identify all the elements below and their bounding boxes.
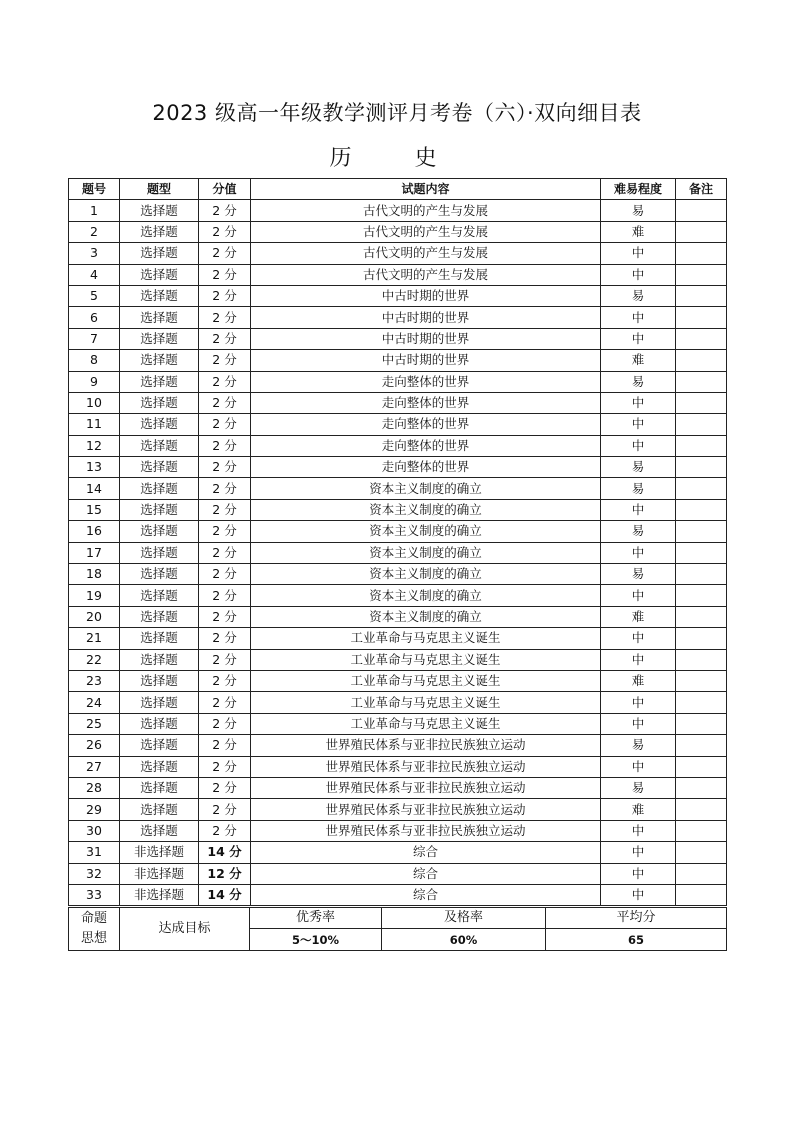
cell-difficulty: 中 — [601, 884, 676, 905]
cell-type: 选择题 — [120, 350, 199, 371]
cell-type: 选择题 — [120, 243, 199, 264]
cell-score: 2 分 — [199, 713, 251, 734]
cell-score: 14 分 — [199, 842, 251, 863]
cell-difficulty: 易 — [601, 285, 676, 306]
cell-difficulty: 中 — [601, 307, 676, 328]
table-row — [69, 842, 727, 863]
cell-score: 2 分 — [199, 499, 251, 520]
table-row — [69, 756, 727, 777]
cell-number: 17 — [69, 542, 120, 563]
cell-difficulty: 易 — [601, 371, 676, 392]
cell-number: 19 — [69, 585, 120, 606]
cell-difficulty: 中 — [601, 499, 676, 520]
cell-score: 2 分 — [199, 521, 251, 542]
table-row — [69, 777, 727, 798]
cell-content: 工业革命与马克思主义诞生 — [251, 670, 601, 691]
cell-score: 2 分 — [199, 371, 251, 392]
cell-number: 10 — [69, 392, 120, 413]
cell-note — [676, 606, 727, 627]
cell-difficulty: 中 — [601, 542, 676, 563]
cell-content: 中古时期的世界 — [251, 307, 601, 328]
cell-number: 32 — [69, 863, 120, 884]
cell-note — [676, 307, 727, 328]
cell-score: 2 分 — [199, 692, 251, 713]
header-content: 试题内容 — [251, 179, 601, 200]
cell-difficulty: 中 — [601, 435, 676, 456]
cell-type: 选择题 — [120, 478, 199, 499]
cell-content: 走向整体的世界 — [251, 414, 601, 435]
cell-number: 30 — [69, 820, 120, 841]
cell-type: 选择题 — [120, 307, 199, 328]
table-row — [69, 735, 727, 756]
cell-difficulty: 易 — [601, 521, 676, 542]
cell-number: 6 — [69, 307, 120, 328]
table-row — [69, 243, 727, 264]
cell-number: 2 — [69, 221, 120, 242]
pass-rate-label: 及格率 — [382, 908, 546, 929]
header-score: 分值 — [199, 179, 251, 200]
cell-content: 综合 — [251, 842, 601, 863]
cell-content: 走向整体的世界 — [251, 435, 601, 456]
cell-difficulty: 中 — [601, 649, 676, 670]
cell-score: 2 分 — [199, 606, 251, 627]
table-row — [69, 863, 727, 884]
cell-number: 33 — [69, 884, 120, 905]
cell-score: 2 分 — [199, 435, 251, 456]
cell-score: 2 分 — [199, 328, 251, 349]
table-row — [69, 264, 727, 285]
cell-number: 7 — [69, 328, 120, 349]
cell-difficulty: 易 — [601, 564, 676, 585]
table-row — [69, 414, 727, 435]
cell-content: 中古时期的世界 — [251, 328, 601, 349]
cell-note — [676, 457, 727, 478]
cell-number: 8 — [69, 350, 120, 371]
cell-content: 资本主义制度的确立 — [251, 521, 601, 542]
cell-difficulty: 易 — [601, 735, 676, 756]
cell-difficulty: 中 — [601, 243, 676, 264]
table-row — [69, 692, 727, 713]
cell-note — [676, 200, 727, 221]
cell-type: 选择题 — [120, 606, 199, 627]
cell-difficulty: 易 — [601, 777, 676, 798]
cell-number: 4 — [69, 264, 120, 285]
cell-note — [676, 478, 727, 499]
pass-rate-value: 60% — [382, 929, 546, 950]
cell-score: 2 分 — [199, 585, 251, 606]
table-row — [69, 200, 727, 221]
cell-type: 选择题 — [120, 435, 199, 456]
cell-content: 工业革命与马克思主义诞生 — [251, 692, 601, 713]
cell-score: 14 分 — [199, 884, 251, 905]
cell-content: 资本主义制度的确立 — [251, 585, 601, 606]
table-row — [69, 285, 727, 306]
table-row — [69, 350, 727, 371]
cell-number: 16 — [69, 521, 120, 542]
cell-difficulty: 难 — [601, 221, 676, 242]
cell-difficulty: 中 — [601, 628, 676, 649]
cell-number: 18 — [69, 564, 120, 585]
cell-number: 1 — [69, 200, 120, 221]
cell-type: 选择题 — [120, 670, 199, 691]
cell-type: 选择题 — [120, 564, 199, 585]
cell-content: 古代文明的产生与发展 — [251, 200, 601, 221]
cell-difficulty: 难 — [601, 799, 676, 820]
cell-note — [676, 735, 727, 756]
table-row — [69, 628, 727, 649]
cell-note — [676, 692, 727, 713]
table-row — [69, 799, 727, 820]
cell-content: 资本主义制度的确立 — [251, 542, 601, 563]
table-row — [69, 820, 727, 841]
cell-content: 中古时期的世界 — [251, 350, 601, 371]
cell-difficulty: 易 — [601, 478, 676, 499]
cell-content: 资本主义制度的确立 — [251, 478, 601, 499]
cell-difficulty: 中 — [601, 863, 676, 884]
table-row — [69, 670, 727, 691]
cell-number: 23 — [69, 670, 120, 691]
cell-score: 2 分 — [199, 200, 251, 221]
cell-type: 选择题 — [120, 200, 199, 221]
cell-score: 2 分 — [199, 392, 251, 413]
cell-note — [676, 670, 727, 691]
cell-difficulty: 易 — [601, 457, 676, 478]
cell-note — [676, 564, 727, 585]
cell-type: 选择题 — [120, 777, 199, 798]
cell-difficulty: 难 — [601, 670, 676, 691]
thought-label: 命题思想 — [69, 908, 120, 951]
cell-number: 12 — [69, 435, 120, 456]
cell-type: 选择题 — [120, 628, 199, 649]
cell-type: 非选择题 — [120, 842, 199, 863]
table-row — [69, 307, 727, 328]
cell-score: 2 分 — [199, 243, 251, 264]
cell-number: 13 — [69, 457, 120, 478]
table-row — [69, 884, 727, 905]
cell-difficulty: 中 — [601, 713, 676, 734]
cell-number: 26 — [69, 735, 120, 756]
cell-type: 选择题 — [120, 264, 199, 285]
cell-note — [676, 713, 727, 734]
cell-type: 选择题 — [120, 585, 199, 606]
cell-note — [676, 521, 727, 542]
cell-type: 选择题 — [120, 692, 199, 713]
cell-note — [676, 371, 727, 392]
table-row — [69, 713, 727, 734]
cell-content: 走向整体的世界 — [251, 371, 601, 392]
cell-number: 11 — [69, 414, 120, 435]
cell-note — [676, 628, 727, 649]
cell-type: 选择题 — [120, 371, 199, 392]
cell-content: 工业革命与马克思主义诞生 — [251, 628, 601, 649]
cell-type: 选择题 — [120, 713, 199, 734]
table-row — [69, 606, 727, 627]
cell-score: 2 分 — [199, 756, 251, 777]
table-header-row — [69, 179, 727, 200]
cell-note — [676, 414, 727, 435]
header-type: 题型 — [120, 179, 199, 200]
cell-score: 2 分 — [199, 264, 251, 285]
table-row — [69, 221, 727, 242]
cell-content: 世界殖民体系与亚非拉民族独立运动 — [251, 756, 601, 777]
header-note: 备注 — [676, 179, 727, 200]
cell-number: 31 — [69, 842, 120, 863]
cell-difficulty: 中 — [601, 756, 676, 777]
cell-type: 选择题 — [120, 414, 199, 435]
table-row — [69, 585, 727, 606]
cell-type: 非选择题 — [120, 884, 199, 905]
cell-content: 世界殖民体系与亚非拉民族独立运动 — [251, 735, 601, 756]
cell-number: 20 — [69, 606, 120, 627]
cell-score: 2 分 — [199, 478, 251, 499]
document-title: 2023 级高一年级教学测评月考卷（六）·双向细目表 — [152, 101, 642, 125]
goal-label: 达成目标 — [120, 908, 250, 951]
cell-difficulty: 中 — [601, 842, 676, 863]
cell-note — [676, 243, 727, 264]
cell-score: 2 分 — [199, 307, 251, 328]
cell-score: 2 分 — [199, 777, 251, 798]
cell-note — [676, 542, 727, 563]
cell-number: 14 — [69, 478, 120, 499]
cell-number: 25 — [69, 713, 120, 734]
cell-score: 2 分 — [199, 649, 251, 670]
cell-content: 综合 — [251, 884, 601, 905]
cell-content: 世界殖民体系与亚非拉民族独立运动 — [251, 799, 601, 820]
cell-note — [676, 649, 727, 670]
cell-content: 中古时期的世界 — [251, 285, 601, 306]
cell-difficulty: 中 — [601, 414, 676, 435]
cell-note — [676, 435, 727, 456]
cell-type: 选择题 — [120, 735, 199, 756]
cell-note — [676, 842, 727, 863]
cell-difficulty: 中 — [601, 328, 676, 349]
cell-difficulty: 易 — [601, 200, 676, 221]
cell-number: 21 — [69, 628, 120, 649]
table-row — [69, 649, 727, 670]
cell-content: 古代文明的产生与发展 — [251, 221, 601, 242]
cell-score: 2 分 — [199, 670, 251, 691]
cell-number: 27 — [69, 756, 120, 777]
cell-content: 古代文明的产生与发展 — [251, 264, 601, 285]
cell-difficulty: 中 — [601, 264, 676, 285]
table-row — [69, 435, 727, 456]
excellent-rate-label: 优秀率 — [250, 908, 382, 929]
cell-difficulty: 中 — [601, 392, 676, 413]
cell-type: 选择题 — [120, 756, 199, 777]
cell-score: 2 分 — [199, 628, 251, 649]
cell-content: 世界殖民体系与亚非拉民族独立运动 — [251, 820, 601, 841]
table-body — [69, 200, 727, 906]
cell-type: 选择题 — [120, 521, 199, 542]
cell-type: 选择题 — [120, 328, 199, 349]
cell-type: 选择题 — [120, 499, 199, 520]
cell-score: 2 分 — [199, 414, 251, 435]
cell-type: 非选择题 — [120, 863, 199, 884]
cell-score: 2 分 — [199, 457, 251, 478]
cell-score: 2 分 — [199, 735, 251, 756]
cell-difficulty: 中 — [601, 585, 676, 606]
header-number: 题号 — [69, 179, 120, 200]
cell-note — [676, 799, 727, 820]
cell-difficulty: 中 — [601, 692, 676, 713]
cell-number: 3 — [69, 243, 120, 264]
cell-content: 资本主义制度的确立 — [251, 606, 601, 627]
header-difficulty: 难易程度 — [601, 179, 676, 200]
cell-note — [676, 350, 727, 371]
cell-type: 选择题 — [120, 820, 199, 841]
cell-number: 28 — [69, 777, 120, 798]
cell-content: 资本主义制度的确立 — [251, 499, 601, 520]
cell-score: 2 分 — [199, 350, 251, 371]
cell-type: 选择题 — [120, 392, 199, 413]
cell-note — [676, 392, 727, 413]
cell-score: 2 分 — [199, 285, 251, 306]
cell-number: 29 — [69, 799, 120, 820]
table-row — [69, 542, 727, 563]
cell-number: 5 — [69, 285, 120, 306]
cell-note — [676, 264, 727, 285]
table-row — [69, 392, 727, 413]
cell-content: 世界殖民体系与亚非拉民族独立运动 — [251, 777, 601, 798]
cell-score: 2 分 — [199, 820, 251, 841]
cell-note — [676, 328, 727, 349]
cell-note — [676, 820, 727, 841]
cell-number: 15 — [69, 499, 120, 520]
cell-type: 选择题 — [120, 221, 199, 242]
average-score-value: 65 — [546, 929, 727, 950]
table-row — [69, 457, 727, 478]
table-row — [69, 328, 727, 349]
specification-table — [68, 178, 727, 906]
cell-content: 走向整体的世界 — [251, 457, 601, 478]
cell-note — [676, 756, 727, 777]
cell-content: 古代文明的产生与发展 — [251, 243, 601, 264]
subject-title: 历 史 — [329, 146, 465, 171]
cell-type: 选择题 — [120, 457, 199, 478]
cell-score: 2 分 — [199, 221, 251, 242]
cell-content: 走向整体的世界 — [251, 392, 601, 413]
cell-note — [676, 777, 727, 798]
cell-type: 选择题 — [120, 542, 199, 563]
table-row — [69, 478, 727, 499]
cell-note — [676, 285, 727, 306]
cell-note — [676, 499, 727, 520]
cell-note — [676, 585, 727, 606]
cell-number: 22 — [69, 649, 120, 670]
table-row — [69, 371, 727, 392]
cell-note — [676, 221, 727, 242]
cell-note — [676, 884, 727, 905]
cell-content: 资本主义制度的确立 — [251, 564, 601, 585]
goal-table — [68, 907, 727, 951]
cell-score: 2 分 — [199, 799, 251, 820]
table-row — [69, 499, 727, 520]
cell-content: 工业革命与马克思主义诞生 — [251, 649, 601, 670]
excellent-rate-value: 5～10% — [250, 929, 382, 950]
cell-difficulty: 难 — [601, 606, 676, 627]
table-row — [69, 521, 727, 542]
cell-content: 工业革命与马克思主义诞生 — [251, 713, 601, 734]
table-row — [69, 564, 727, 585]
cell-difficulty: 难 — [601, 350, 676, 371]
cell-number: 9 — [69, 371, 120, 392]
average-score-label: 平均分 — [546, 908, 727, 929]
cell-number: 24 — [69, 692, 120, 713]
cell-score: 2 分 — [199, 564, 251, 585]
cell-type: 选择题 — [120, 649, 199, 670]
cell-note — [676, 863, 727, 884]
cell-score: 2 分 — [199, 542, 251, 563]
cell-content: 综合 — [251, 863, 601, 884]
cell-difficulty: 中 — [601, 820, 676, 841]
cell-type: 选择题 — [120, 799, 199, 820]
cell-type: 选择题 — [120, 285, 199, 306]
cell-score: 12 分 — [199, 863, 251, 884]
